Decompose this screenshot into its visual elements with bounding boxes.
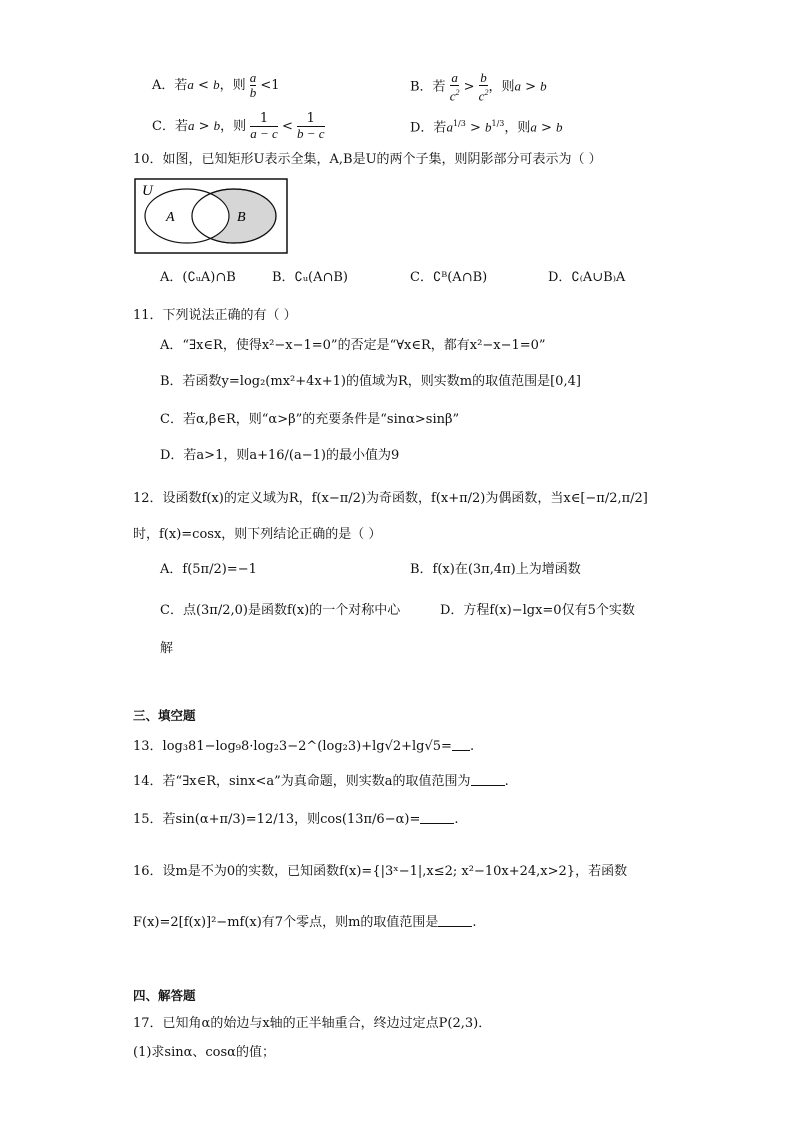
section-fill-in-title: 三、填空题 (133, 708, 196, 723)
q16-line2: F(x)=2[f(x)]²−mf(x)有7个零点，则m的取值范围是 . (133, 915, 477, 930)
q12-option-c: C．点(3π/2,0)是函数f(x)的一个对称中心 (160, 603, 401, 618)
q16-blank (438, 914, 472, 927)
venn-label-u: U (142, 183, 153, 199)
venn-label-b: B (237, 210, 246, 225)
q12-option-a: A．f(5π/2)=−1 (160, 562, 257, 577)
q9-option-b: B．若 $\frac{a}{c^2}$ > $\frac{b}{c^2}$ ，则a > b (410, 70, 547, 104)
q17-part1: (1)求sinα、cosα的值； (133, 1045, 275, 1060)
q12-stem-line2: 时，f(x)=cosx，则下列结论正确的是（ ） (133, 527, 382, 542)
section-answer-title: 四、解答题 (133, 988, 196, 1003)
q10-stem: 10．如图，已知矩形U表示全集，A,B是U的两个子集，则阴影部分可表示为（ ） (133, 152, 602, 167)
q10-option-c: C．∁ᴮ(A∩B) (410, 270, 488, 285)
venn-diagram (133, 177, 289, 255)
q14: 14．若“∃x∈R，sinx<a”为真命题，则实数a的取值范围为 . (133, 774, 509, 789)
q15-text: 15．若sin(α+π/3)=12/13，则cos(13π/6−α)= (133, 812, 421, 827)
q12-option-d: D．方程f(x)−lgx=0仅有5个实数 (440, 603, 635, 618)
q17-stem: 17．已知角α的始边与x轴的正半轴重合，终边过定点P(2,3)． (133, 1016, 492, 1031)
q11-option-a: A．“∃x∈R，使得x²−x−1=0”的否定是“∀x∈R，都有x²−x−1=0” (160, 338, 546, 353)
q12-stem-line1: 12．设函数f(x)的定义域为R，f(x−π/2)为奇函数，f(x+π/2)为偶函数，当x∈[−π/2,π/2] (133, 491, 648, 506)
q14-blank (471, 773, 505, 786)
q11-stem: 11．下列说法正确的有（ ） (133, 308, 297, 323)
q9-option-d: D．若$a^{1/3} > b^{1/3}$，则a > b (410, 119, 563, 136)
q15-blank (420, 811, 454, 824)
q10-option-a: A．(∁ᵤA)∩B (160, 270, 236, 285)
q15: 15．若sin(α+π/3)=12/13，则cos(13π/6−α)= . (133, 812, 459, 827)
q11-option-c: C．若α,β∈R，则“α>β”的充要条件是“sinα>sinβ” (160, 412, 460, 427)
q13-text: 13．log₃81−log₉8·log₂3−2^(log₂3)+lg√2+lg√5= (133, 739, 452, 754)
q12-option-b: B．f(x)在(3π,4π)上为增函数 (410, 562, 581, 577)
q13-blank (452, 738, 470, 751)
q13: 13．log₃81−log₉8·log₂3−2^(log₂3)+lg√2+lg√5= . (133, 739, 475, 754)
q11-option-b: B．若函数y=log₂(mx²+4x+1)的值域为R，则实数m的取值范围是[0,4] (160, 374, 581, 389)
venn-label-a: A (166, 210, 175, 225)
q9-option-c: C．若a > b，则 $\frac{1}{a - c}$ < $\frac{1}{b - c}$ (152, 111, 325, 141)
q11-option-d: D．若a>1，则a+16/(a−1)的最小值为9 (160, 448, 400, 463)
q10-option-b: B．∁ᵤ(A∩B) (272, 270, 348, 285)
q14-text: 14．若“∃x∈R，sinx<a”为真命题，则实数a的取值范围为 (133, 774, 471, 789)
q16-line2-text: F(x)=2[f(x)]²−mf(x)有7个零点，则m的取值范围是 (133, 915, 439, 930)
q10-option-d: D．∁₍A∪B₎A (548, 270, 626, 285)
q16-line1: 16．设m是不为0的实数，已知函数f(x)={|3ˣ−1|,x≤2; x²−10x+24,x>2}，若函数 (133, 864, 628, 879)
q9-option-a: A．若a < b，则 $\frac{a}{b}$ <1 (152, 70, 280, 100)
q12-option-d-continued: 解 (160, 641, 174, 656)
